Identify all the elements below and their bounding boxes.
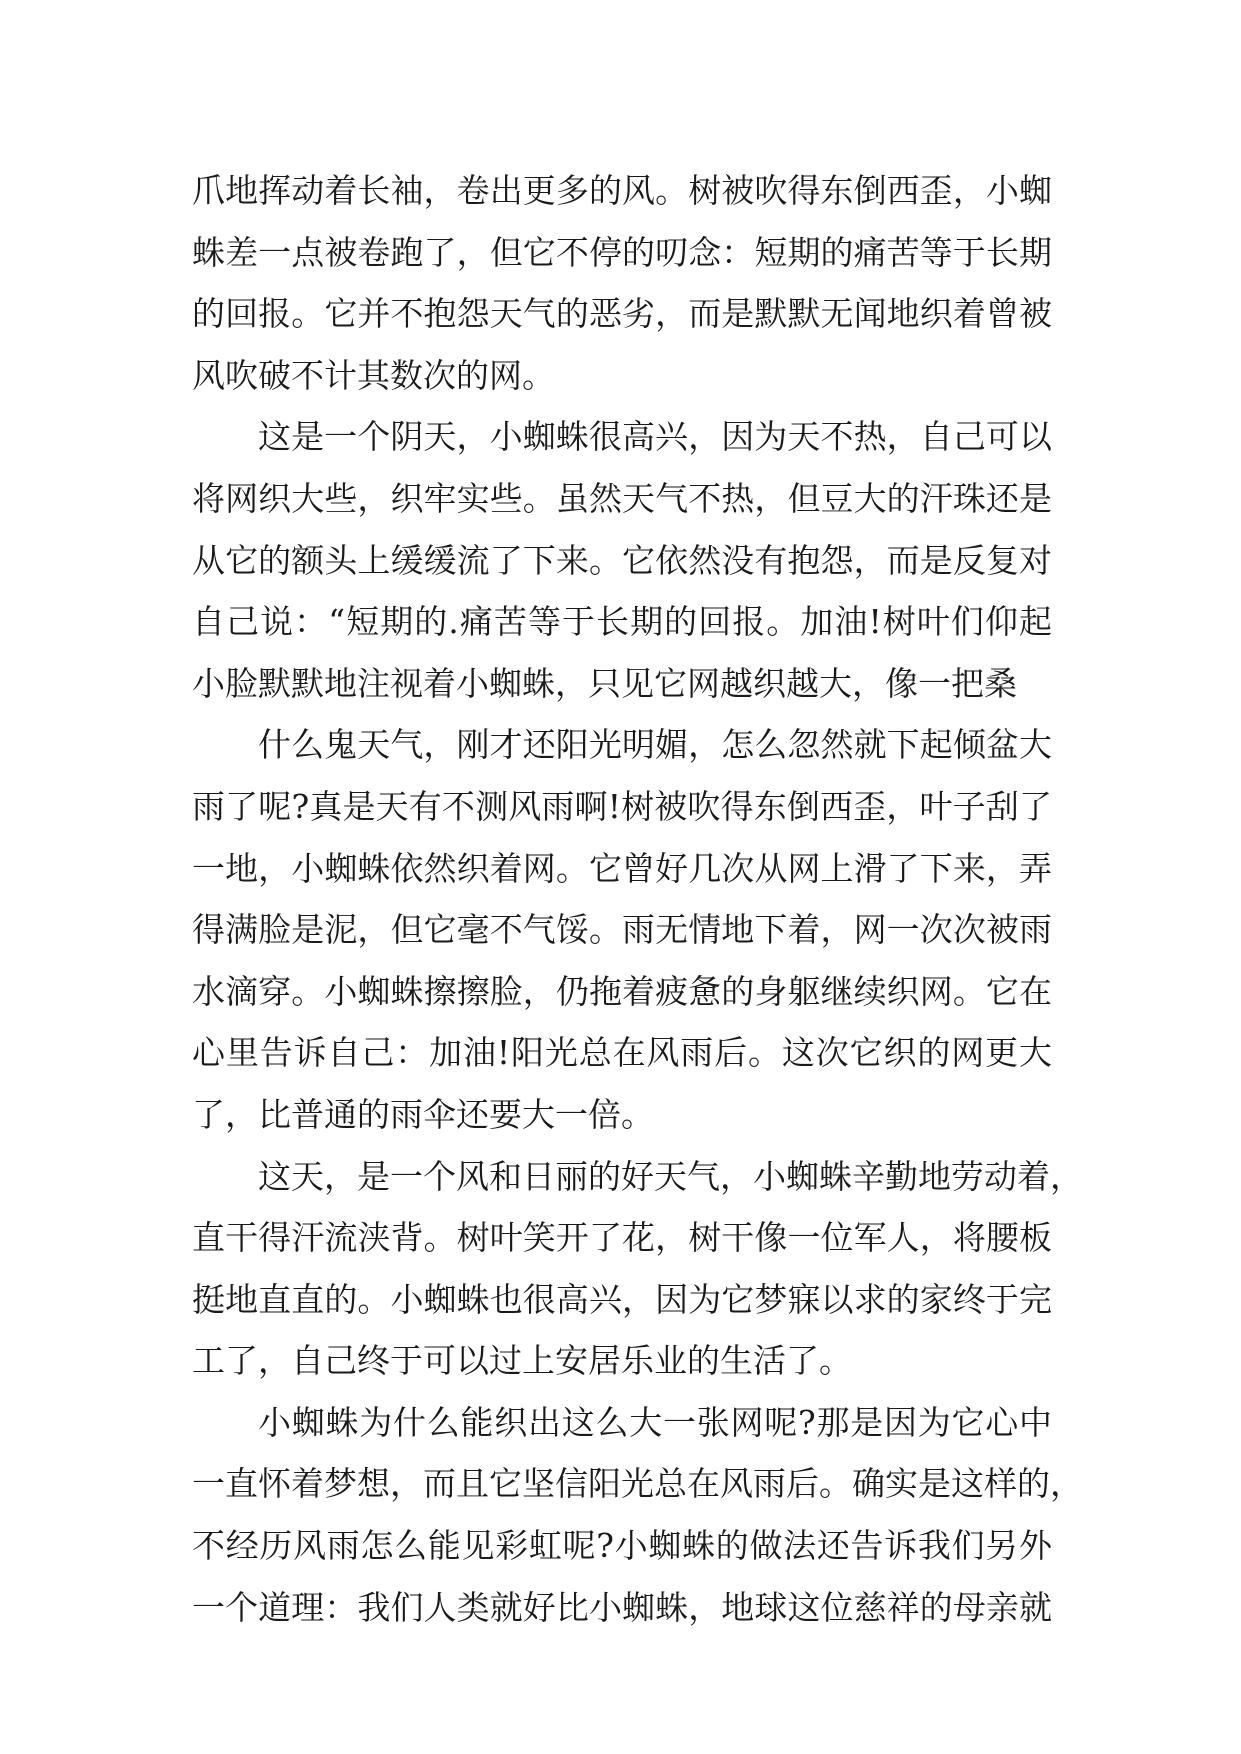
text-line: 一地，小蜘蛛依然织着网。它曾好几次从网上滑了下来，弄: [192, 848, 1052, 888]
text-line: 雨了呢?真是天有不测风雨啊!树被吹得东倒西歪，叶子刮了: [192, 786, 1052, 826]
text-line: 将网织大些，织牢实些。虽然天气不热，但豆大的汗珠还是: [192, 478, 1052, 518]
text-line: 风吹破不计其数次的网。: [192, 355, 555, 395]
document-body: [192, 160, 1083, 1638]
text-line: 工了，自己终于可以过上安居乐业的生活了。: [192, 1341, 852, 1381]
text-line: 心里告诉自己：加油!阳光总在风雨后。这次它织的网更大: [192, 1033, 1052, 1073]
text-line: 这天，是一个风和日丽的好天气，小蜘蛛辛勤地劳动着，: [258, 1156, 1083, 1196]
text-line: 的回报。它并不抱怨天气的恶劣，而是默默无闻地织着曾被: [192, 294, 1052, 334]
text-line: 一直怀着梦想，而且它坚信阳光总在风雨后。确实是这样的，: [192, 1464, 1083, 1504]
text-line: 一个道理：我们人类就好比小蜘蛛，地球这位慈祥的母亲就: [192, 1587, 1052, 1627]
text-line: 得满脸是泥，但它毫不气馁。雨无情地下着，网一次次被雨: [192, 910, 1052, 950]
text-line: 了，比普通的雨伞还要大一倍。: [192, 1094, 654, 1134]
text-line: 挺地直直的。小蜘蛛也很高兴，因为它梦寐以求的家终于完: [192, 1279, 1052, 1319]
text-line: 直干得汗流浃背。树叶笑开了花，树干像一位军人，将腰板: [192, 1218, 1052, 1258]
text-line: 什么鬼天气，刚才还阳光明媚，怎么忽然就下起倾盆大: [258, 725, 1052, 765]
text-line: 这是一个阴天，小蜘蛛很高兴，因为天不热，自己可以: [258, 417, 1052, 457]
text-line: 从它的额头上缓缓流了下来。它依然没有抱怨，而是反复对: [192, 540, 1052, 580]
text-line: 小脸默默地注视着小蜘蛛，只见它网越织越大，像一把桑: [192, 663, 1017, 703]
text-line: 自己说：“短期的.痛苦等于长期的回报。加油!树叶们仰起: [192, 602, 1052, 642]
text-line: 不经历风雨怎么能见彩虹呢?小蜘蛛的做法还告诉我们另外: [192, 1526, 1052, 1566]
text-line: 蛛差一点被卷跑了，但它不停的叨念：短期的痛苦等于长期: [192, 232, 1052, 272]
text-line: 爪地挥动着长袖，卷出更多的风。树被吹得东倒西歪，小蜘: [192, 171, 1052, 210]
text-line: 水滴穿。小蜘蛛擦擦脸，仍拖着疲惫的身躯继续织网。它在: [192, 971, 1052, 1011]
text-line: 小蜘蛛为什么能织出这么大一张网呢?那是因为它心中: [258, 1402, 1052, 1442]
